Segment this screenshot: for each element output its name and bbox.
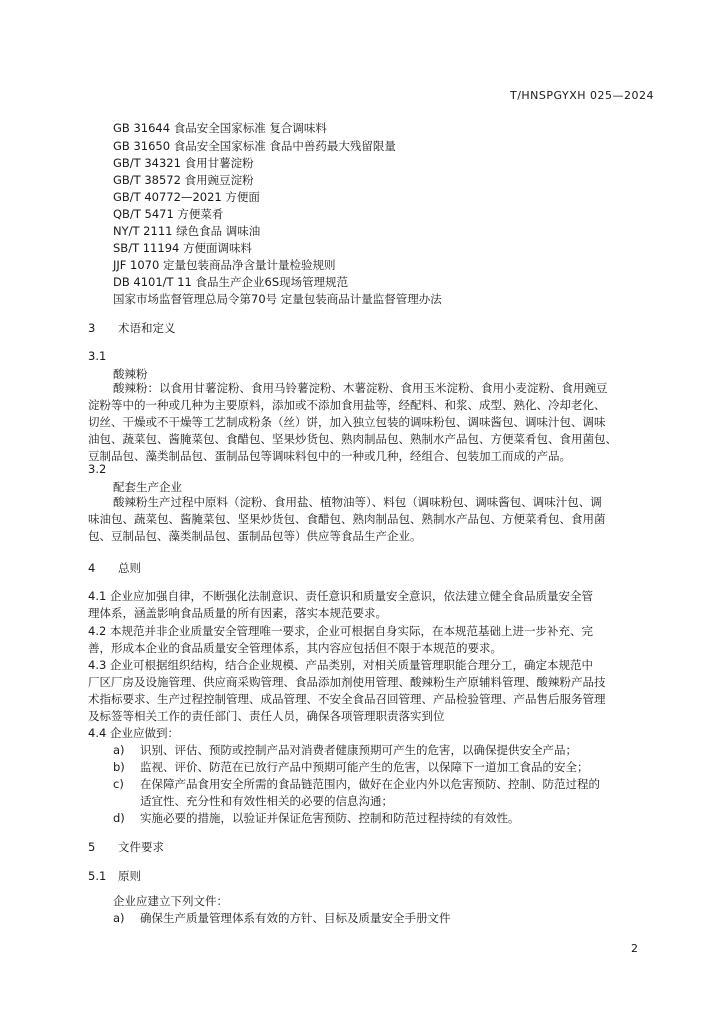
list-item — [113, 910, 661, 927]
clause-4-4-intro: 4.4 企业应做到： — [88, 726, 179, 740]
section-title: 文件要求 — [118, 840, 164, 854]
clause-line: 4.1 企业应加强自律，不断强化法制意识、责任意识和质量安全意识，依法建立健全食品质量安全管 — [88, 589, 593, 603]
clause-line: 理体系，涵盖影响食品质量的所有因素，落实本规范要求。 — [88, 606, 387, 620]
clause-line: 4.2 本规范并非企业质量安全管理唯一要求，企业可根据自身实际，在本规范基础上进一步补充、完 — [88, 624, 593, 638]
reference-item: GB/T 34321 食用甘薯淀粉 — [113, 156, 254, 170]
list-text: 在保障产品食用安全所需的食品链范围内，做好在企业内外以危害预防、控制、防范过程的 — [140, 777, 600, 791]
page-number: 2 — [631, 942, 638, 955]
reference-item: SB/T 11194 方便面调味料 — [113, 241, 252, 255]
reference-item: GB/T 38572 食用豌豆淀粉 — [113, 173, 254, 187]
section-title: 原则 — [118, 869, 141, 883]
list-item — [113, 776, 661, 810]
term-title: 酸辣粉 — [113, 367, 148, 381]
term-definition — [88, 380, 663, 465]
reference-item: GB 31644 食品安全国家标准 复合调味料 — [113, 121, 327, 135]
definition-line: 酸辣粉生产过程中原料（淀粉、食用盐、植物油等）、料包（调味粉包、调味酱包、调味汁包、调 — [113, 495, 602, 509]
section-heading — [88, 560, 141, 576]
list-text: 识别、评估、预防或控制产品对消费者健康预期可产生的危害，以确保提供安全产品； — [140, 743, 577, 757]
definition-line: 豆制品包、藻类制品包、蛋制品包等调味料包中的一种或几种，经组合、包装加工而成的产品。 — [88, 449, 571, 463]
clause-body: 企业应建立下列文件： — [113, 894, 228, 908]
section-number: 5 — [88, 840, 96, 854]
clause-4-1 — [88, 588, 663, 622]
term-title: 配套生产企业 — [113, 480, 182, 494]
clause-line: 术指标要求、生产过程控制管理、成品管理、不安全食品召回管理、产品检验管理、产品售后服务管理 — [88, 692, 606, 706]
list-item — [113, 742, 661, 759]
section-number: 5.1 — [88, 869, 107, 883]
list-item — [113, 759, 661, 776]
section-title: 总则 — [118, 561, 141, 575]
reference-item: GB 31650 食品安全国家标准 食品中兽药最大残留限量 — [113, 139, 396, 153]
section-heading — [88, 839, 164, 855]
reference-item: 国家市场监督管理总局令第70号 定量包装商品计量监督管理办法 — [113, 292, 442, 306]
reference-item: DB 4101/T 11 食品生产企业6S现场管理规范 — [113, 275, 349, 289]
section-heading — [88, 320, 176, 336]
section-title: 术语和定义 — [118, 321, 176, 335]
section-number: 4 — [88, 561, 96, 575]
term-number: 3.1 — [88, 349, 107, 363]
reference-item: QB/T 5471 方便菜肴 — [113, 207, 224, 221]
list-text: 确保生产质量管理体系有效的方针、目标及质量安全手册文件 — [140, 911, 451, 925]
list-marker: c) — [113, 777, 124, 791]
clause-line: 善，形成本企业的食品质量安全管理体系，其内容应包括但不限于本规范的要求。 — [88, 641, 502, 655]
clause-4-3 — [88, 657, 663, 725]
section-number: 3 — [88, 321, 96, 335]
standard-code: T/HNSPGYXH 025—2024 — [509, 89, 654, 102]
list-text: 实施必要的措施，以验证并保证危害预防、控制和防范过程持续的有效性。 — [140, 811, 520, 825]
list-marker: a) — [113, 911, 125, 925]
definition-line: 酸辣粉：以食用甘薯淀粉、食用马铃薯淀粉、木薯淀粉、食用玉米淀粉、食用小麦淀粉、食用豌豆 — [113, 381, 608, 395]
list-text: 监视、评价、防范在已放行产品中预期可能产生的危害，以保障下一道加工食品的安全； — [140, 760, 589, 774]
term-definition — [88, 494, 663, 545]
term-number: 3.2 — [88, 462, 107, 476]
list-marker: d) — [113, 811, 125, 825]
definition-line: 油包、蔬菜包、酱腌菜包、食醋包、坚果炒货包、熟肉制品包、熟制水产品包、方便菜肴包、食用菌包、 — [88, 432, 617, 446]
clause-line: 4.3 企业可根据组织结构，结合企业规模、产品类别，对相关质量管理职能合理分工，确定本规范中 — [88, 658, 593, 672]
definition-line: 淀粉等中的一种或几种为主要原料，添加或不添加食用盐等，经配料、和浆、成型、熟化、冷却老化、 — [88, 398, 606, 412]
list-text-continued: 适宜性、充分性和有效性相关的必要的信息沟通； — [140, 794, 393, 808]
clause-line: 及标签等相关工作的责任部门、责任人员，确保各项管理职责落实到位 — [88, 709, 445, 723]
list-marker: b) — [113, 760, 125, 774]
subsection-heading — [88, 868, 141, 884]
reference-item: GB/T 40772—2021 方便面 — [113, 190, 260, 204]
list-marker: a) — [113, 743, 125, 757]
clause-line: 厂区厂房及设施管理、供应商采购管理、食品添加剂使用管理、酸辣粉生产原辅料管理、酸辣粉产品技 — [88, 675, 606, 689]
definition-line: 味油包、蔬菜包、酱腌菜包、坚果炒货包、食醋包、熟肉制品包、熟制水产品包、方便菜肴包、食用菌 — [88, 512, 606, 526]
list-item — [113, 810, 661, 827]
reference-item: JJF 1070 定量包装商品净含量计量检验规则 — [113, 258, 336, 272]
reference-item: NY/T 2111 绿色食品 调味油 — [113, 224, 261, 238]
clause-4-2 — [88, 623, 663, 657]
definition-line: 切丝、干燥或不干燥等工艺制成粉条（丝）饼，加入独立包装的调味粉包、调味酱包、调味汁包、调味 — [88, 415, 606, 429]
definition-line: 包、豆制品包、藻类制品包、蛋制品包等）供应等食品生产企业。 — [88, 529, 422, 543]
